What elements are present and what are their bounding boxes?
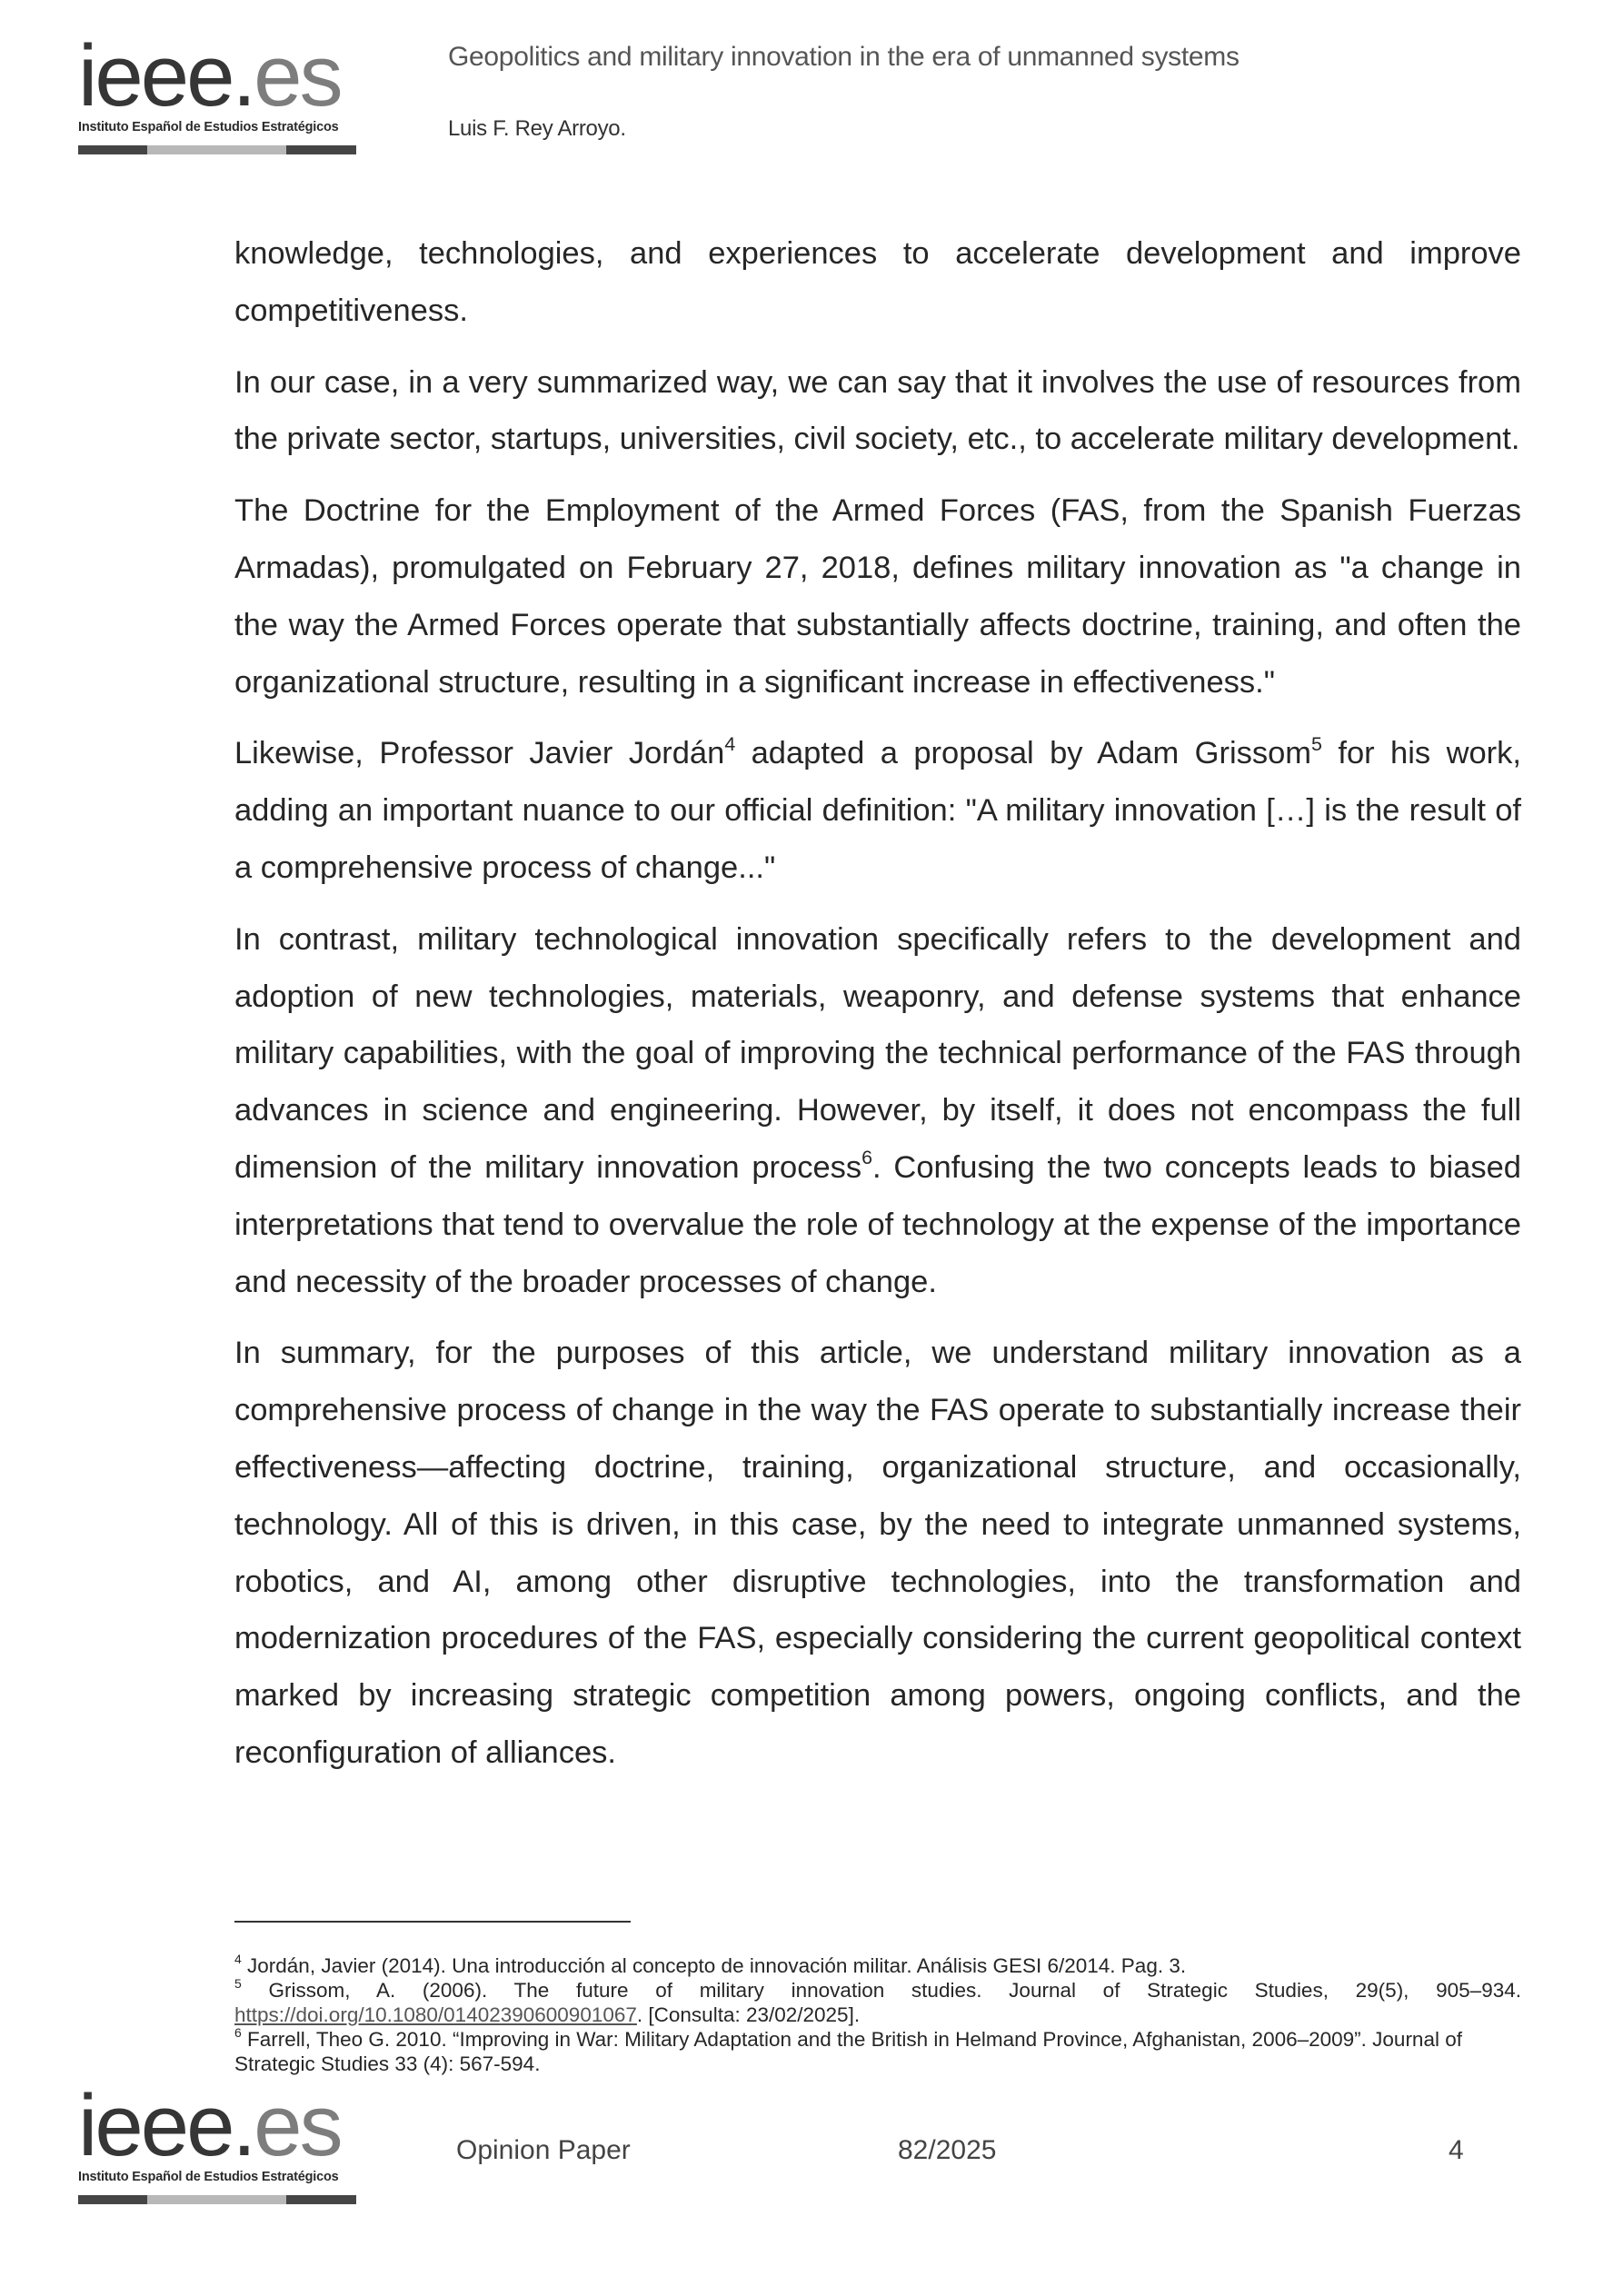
logo-wordmark <box>78 2077 362 2174</box>
text-span: adapted a proposal by Adam Grissom <box>735 736 1312 771</box>
logo-word-light: es <box>254 2077 341 2174</box>
footnote-number: 5 <box>234 1975 242 1991</box>
logo-subtitle: Instituto Español de Estudios Estratégicos <box>78 120 339 134</box>
footnote-ref-4[interactable]: 4 <box>724 732 736 755</box>
logo-word-dark: ieee. <box>78 27 254 124</box>
footnote-text: Grissom, A. (2006). The future of military innovation studies. Journal of Strategic Studies, 29(5), 905–934. <box>241 1979 1521 2002</box>
text-span: . Confusing the two concepts leads to biased interpretations that tend to overvalue the role of technology at the expense of the importance and necessity of the broader processes of change. <box>234 1149 1521 1299</box>
paragraph-2: In our case, in a very summarized way, we can say that it involves the use of resources from the private sector, startups, universities, civil society, etc., to accelerate military development. <box>234 364 1521 457</box>
footnote-ref-6[interactable]: 6 <box>861 1147 873 1169</box>
footnote-ref-5[interactable]: 5 <box>1311 732 1322 755</box>
footnote-text: . [Consulta: 23/02/2025]. <box>636 2003 861 2026</box>
text-span: In contrast, military technological innovation specifically refers to the development and adoption of new technologies, materials, weaponry, and defense systems that enhance military capabilities, with the goal of improving the technical performance of the FAS through advances in science and engineering. However, by itself, it does not encompass the full dimension of the military innovation process <box>234 921 1521 1185</box>
page-number: 4 <box>1449 2135 1464 2165</box>
logo-subtitle: Instituto Español de Estudios Estratégicos <box>78 2170 339 2184</box>
footnote-separator <box>234 1921 631 1923</box>
body-text <box>234 225 1521 1796</box>
running-header-title: Geopolitics and military innovation in the era of unmanned systems <box>448 42 1240 72</box>
running-header-author: Luis F. Rey Arroyo. <box>448 116 626 141</box>
text-span: for his work, adding an important nuance to our official definition: "A military innovation […] is the result of a comprehensive process of change..." <box>234 736 1521 885</box>
footnote-number: 4 <box>234 1951 242 1966</box>
paragraph-4 <box>234 725 1521 896</box>
ieee-logo-footer <box>78 2077 362 2204</box>
paragraph-6: In summary, for the purposes of this article, we understand military innovation as a comprehensive process of change in the way the FAS operate to substantially increase their effectiveness—affecting doctrine, training, organizational structure, and occasionally, technology. All of this is driven, in this case, by the need to integrate unmanned systems, robotics, and AI, among other disruptive technologies, into the transformation and modernization procedures of the FAS, especially considering the current geopolitical context marked by increasing strategic competition among powers, ongoing conflicts, and the reconfiguration of alliances. <box>234 1336 1521 1770</box>
logo-wordmark <box>78 27 362 124</box>
footer-doc-type: Opinion Paper <box>456 2135 631 2165</box>
footnote-text: Jordán, Javier (2014). Una introducción al concepto de innovación militar. Análisis GESI 6/2014. Pag. 3. <box>241 1954 1187 1977</box>
footnote-number: 6 <box>234 2024 242 2040</box>
footnote-6 <box>234 2024 1521 2076</box>
logo-word-light: es <box>254 27 341 124</box>
footer-doc-number: 82/2025 <box>898 2135 997 2165</box>
paragraph-5 <box>234 911 1521 1311</box>
footnotes <box>234 1953 1521 2076</box>
logo-bar <box>78 145 356 154</box>
text-span: Likewise, Professor Javier Jordán <box>234 736 725 771</box>
paragraph-3: The Doctrine for the Employment of the Armed Forces (FAS, from the Spanish Fuerzas Armadas), promulgated on February 27, 2018, defines military innovation as "a change in the way the Armed Forces operate that substantially affects doctrine, training, and often the organizational structure, resulting in a significant increase in effectiveness." <box>234 493 1521 700</box>
footnote-5 <box>234 1975 1521 2027</box>
logo-bar <box>78 2195 356 2204</box>
ieee-logo <box>78 27 362 154</box>
paragraph-1: knowledge, technologies, and experiences to accelerate development and improve competitiveness. <box>234 236 1521 328</box>
footnote-4 <box>234 1953 1521 1978</box>
doi-link[interactable]: https://doi.org/10.1080/01402390600901067 <box>234 2003 637 2026</box>
footnote-text: Farrell, Theo G. 2010. “Improving in War: Military Adaptation and the British in Helmand Province, Afghanistan, 2006–2009”. Journal of Strategic Studies 33 (4): 567-594. <box>234 2028 1462 2075</box>
logo-word-dark: ieee. <box>78 2077 254 2174</box>
